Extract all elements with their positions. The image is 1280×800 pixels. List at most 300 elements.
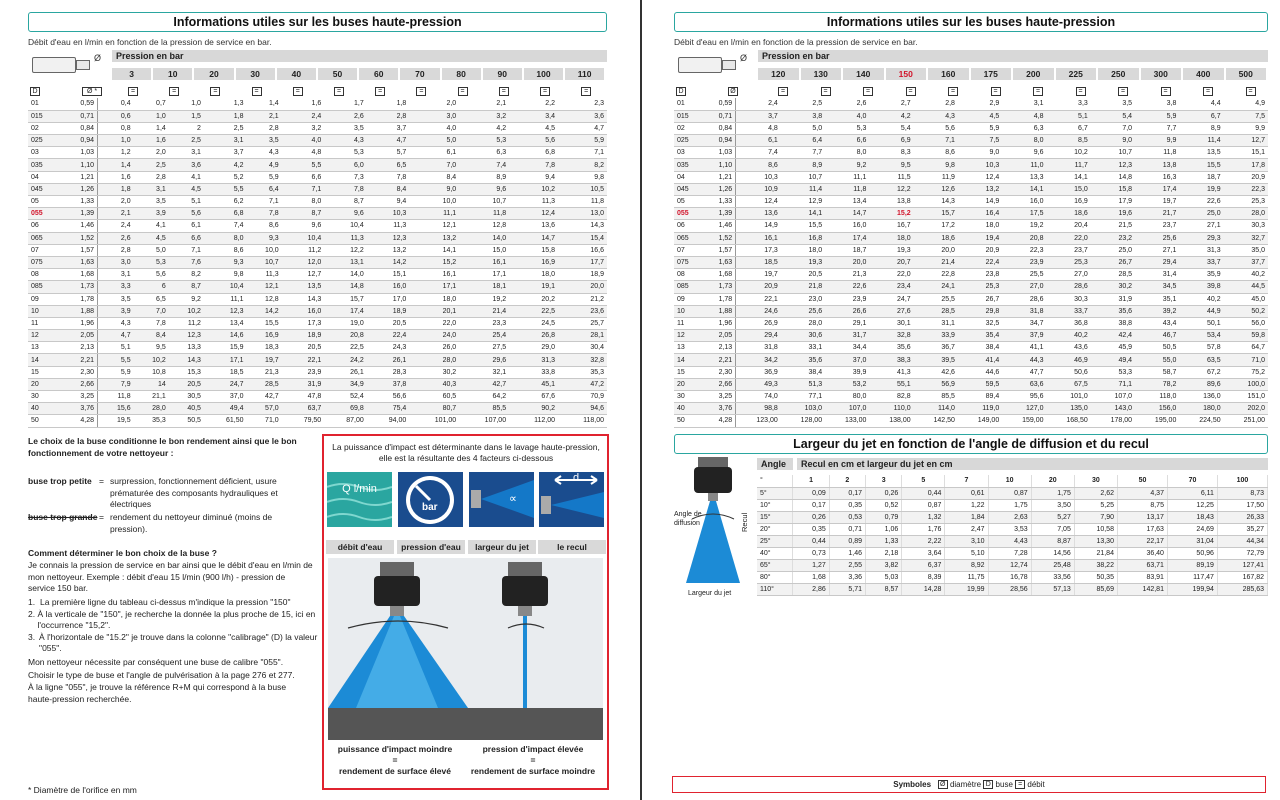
row-caliber: 11: [674, 317, 704, 329]
flow-cell: 18,5: [204, 366, 247, 378]
table-row: [28, 403, 607, 415]
flow-cell: 143,0: [1091, 403, 1135, 415]
flow-cell: 11,0: [1002, 159, 1046, 171]
flow-cell: 40,2: [1224, 269, 1268, 281]
flow-cell: 2,1: [247, 110, 282, 122]
flow-cell: 12,8: [247, 293, 282, 305]
flow-cell: 9,2: [169, 293, 204, 305]
flow-icon: =: [991, 87, 1001, 96]
flow-cell: 20,9: [958, 244, 1002, 256]
flow-cell: 9,6: [459, 183, 509, 195]
flow-cell: 5,9: [558, 135, 607, 147]
flow-cell: 46,7: [1135, 330, 1179, 342]
flow-cell: 18,0: [869, 232, 913, 244]
flow-cell: 26,9: [736, 317, 781, 329]
flow-cell: 27,6: [869, 305, 913, 317]
flow-cell: 11,1: [204, 293, 247, 305]
flow-cell: 35,6: [1091, 305, 1135, 317]
flow-cell: 29,3: [1179, 232, 1223, 244]
flow-cell: 37,0: [825, 354, 869, 366]
flow-cell: 7,8: [134, 317, 169, 329]
flow-cell: 21,1: [134, 391, 169, 403]
how-title: Comment déterminer le bon choix de la buse ?: [28, 548, 217, 558]
flow-cell: 12,9: [781, 196, 825, 208]
flow-cell: 27,0: [1047, 269, 1091, 281]
flow-cell: 127,0: [1002, 403, 1046, 415]
flow-cell: 8,0: [282, 196, 325, 208]
flow-cell: 8,2: [169, 269, 204, 281]
row-diameter: 1,78: [704, 293, 736, 305]
flow-cell: 1,8: [367, 98, 410, 110]
flow-cell: 3,1: [98, 269, 134, 281]
flow-cell: 59,5: [958, 378, 1002, 390]
flow-cell: 6,6: [169, 232, 204, 244]
flow-cell: 3,6: [558, 110, 607, 122]
flow-cell: 4,1: [134, 220, 169, 232]
flow-cell: 36,9: [736, 366, 781, 378]
flow-cell: 11,8: [459, 208, 509, 220]
pressure-col-20: 20: [194, 68, 233, 80]
jet-row: [757, 571, 1268, 583]
flow-cell: 8,6: [204, 244, 247, 256]
flow-cell: 9,9: [1135, 135, 1179, 147]
flow-cell: 14,3: [282, 293, 325, 305]
flow-cell: 98,8: [736, 403, 781, 415]
nozzle-icon: Ø: [674, 50, 754, 80]
flow-cell: 8,0: [1002, 135, 1046, 147]
flow-cell: 133,00: [825, 415, 869, 427]
row-diameter: 0,84: [704, 122, 736, 134]
impact-header: La puissance d'impact est déterminante dans le lavage haute-pression, elle est la résultante des 4 facteurs ci-dessous: [332, 442, 600, 463]
flow-cell: 11,3: [367, 220, 410, 232]
flow-cell: 10,7: [247, 256, 282, 268]
flow-cell: 63,5: [1179, 354, 1223, 366]
flow-cell: 10,3: [367, 208, 410, 220]
width-cell: 3,82: [866, 559, 902, 571]
recul-col: 10: [988, 475, 1031, 487]
flow-cell: 18,0: [958, 220, 1002, 232]
flow-cell: 15,0: [1047, 183, 1091, 195]
row-diameter: 2,21: [704, 354, 736, 366]
flow-cell: 15,7: [914, 208, 958, 220]
flow-cell: 6,3: [459, 147, 509, 159]
flow-cell: 118,00: [558, 415, 607, 427]
flow-cell: 10,2: [134, 354, 169, 366]
choose-text: Choisir le type de buse et l'angle de pulvérisation à la page 276 et 277.: [28, 670, 295, 680]
width-cell: 7,05: [1031, 523, 1074, 535]
flow-cell: 195,00: [1135, 415, 1179, 427]
flow-cell: 12,4: [736, 196, 781, 208]
width-cell: 3,50: [1031, 499, 1074, 511]
row-caliber: 065: [674, 232, 704, 244]
row-caliber: 05: [674, 196, 704, 208]
angle-cell: 65°: [757, 559, 793, 571]
flow-cell: 13,5: [282, 281, 325, 293]
flow-cell: 10,2: [509, 183, 558, 195]
flow-icon: =: [581, 87, 591, 96]
flow-cell: 42,4: [1091, 330, 1135, 342]
flow-cell: 3,0: [98, 256, 134, 268]
jet-row: [757, 499, 1268, 511]
flow-cell: 20,5: [282, 342, 325, 354]
table-row: [28, 269, 607, 281]
angle-cell: 5°: [757, 487, 793, 499]
flow-cell: 18,0: [509, 269, 558, 281]
pressure-col-30: 30: [236, 68, 275, 80]
pressure-col-50: 50: [318, 68, 357, 80]
flow-cell: 25,5: [1002, 269, 1046, 281]
flow-cell: 30,1: [869, 317, 913, 329]
page-subtitle: Débit d'eau en l/min en fonction de la pression de service en bar.: [674, 37, 918, 47]
flow-cell: 50,5: [1135, 342, 1179, 354]
flow-cell: 11,9: [914, 171, 958, 183]
flow-cell: 21,3: [825, 269, 869, 281]
row-caliber: 025: [28, 135, 61, 147]
table-row: [28, 305, 607, 317]
recul-side-label: Recul: [740, 512, 749, 532]
width-cell: 0,71: [829, 523, 865, 535]
row-caliber: 12: [28, 330, 61, 342]
flow-cell: 58,7: [1135, 366, 1179, 378]
flow-cell: 14,0: [459, 232, 509, 244]
flow-cell: 12,1: [247, 281, 282, 293]
width-cell: 0,35: [793, 523, 829, 535]
flow-cell: 23,9: [825, 293, 869, 305]
table-row: [674, 183, 1268, 195]
flow-cell: 30,3: [1224, 220, 1268, 232]
flow-cell: 25,3: [1224, 196, 1268, 208]
flow-cell: 31,8: [736, 342, 781, 354]
flow-cell: 5,4: [869, 122, 913, 134]
row-diameter: 2,13: [61, 342, 97, 354]
impact-panel: [322, 434, 609, 790]
flow-cell: 3,7: [204, 147, 247, 159]
flow-cell: 5,3: [459, 135, 509, 147]
flow-cell: 20,9: [736, 281, 781, 293]
flow-cell: 9,6: [282, 220, 325, 232]
flow-table: [28, 98, 607, 428]
width-cell: 2,18: [866, 547, 902, 559]
flow-cell: 9,3: [247, 232, 282, 244]
flow-cell: 56,9: [914, 378, 958, 390]
table-row: [674, 354, 1268, 366]
flow-cell: 1,2: [98, 147, 134, 159]
flow-cell: 7,8: [324, 183, 367, 195]
flow-cell: 20,0: [914, 244, 958, 256]
flow-cell: 11,8: [558, 196, 607, 208]
flow-cell: 87,00: [324, 415, 367, 427]
flow-cell: 25,7: [558, 317, 607, 329]
flow-cell: 18,9: [282, 330, 325, 342]
width-cell: 0,52: [866, 499, 902, 511]
flow-cell: 32,1: [459, 366, 509, 378]
flow-cell: 1,4: [134, 122, 169, 134]
flow-cell: 6,2: [204, 196, 247, 208]
width-cell: 0,87: [988, 487, 1031, 499]
row-caliber: 065: [28, 232, 61, 244]
flow-cell: 20,5: [367, 317, 410, 329]
width-cell: 5,25: [1074, 499, 1117, 511]
width-cell: 4,43: [988, 535, 1031, 547]
width-cell: 0,35: [829, 499, 865, 511]
flow-cell: 22,0: [869, 269, 913, 281]
row-diameter: 2,30: [704, 366, 736, 378]
flow-cell: 4,8: [1002, 110, 1046, 122]
row-caliber: 09: [28, 293, 61, 305]
flow-cell: 19,2: [1002, 220, 1046, 232]
table-row: [674, 293, 1268, 305]
flow-cell: 30,2: [1091, 281, 1135, 293]
flow-cell: 13,1: [324, 256, 367, 268]
row-caliber: 40: [674, 403, 704, 415]
flow-cell: 2,5: [781, 98, 825, 110]
flow-cell: 14,7: [509, 232, 558, 244]
row-caliber: 13: [28, 342, 61, 354]
row-diameter: 1,78: [61, 293, 97, 305]
flow-cell: 2,5: [204, 122, 247, 134]
flow-cell: 31,1: [914, 317, 958, 329]
flow-cell: 39,5: [914, 354, 958, 366]
row-caliber: 025: [674, 135, 704, 147]
table-row: [28, 98, 607, 110]
too-small-eq: =: [99, 476, 104, 486]
flow-cell: 149,00: [958, 415, 1002, 427]
pressure-col-10: 10: [153, 68, 192, 80]
flow-cell: 12,3: [204, 305, 247, 317]
flow-cell: 7,9: [98, 378, 134, 390]
flow-cell: 21,7: [1135, 208, 1179, 220]
jet-row: [757, 547, 1268, 559]
flow-cell: 13,3: [169, 342, 204, 354]
flow-cell: 15,1: [1224, 147, 1268, 159]
flow-cell: 13,6: [736, 208, 781, 220]
flow-cell: 6,1: [736, 135, 781, 147]
flow-cell: 3,2: [282, 122, 325, 134]
row-caliber: 12: [674, 330, 704, 342]
flow-cell: 20,8: [324, 330, 367, 342]
pressure-col-175: 175: [971, 68, 1012, 80]
flow-cell: 1,8: [204, 110, 247, 122]
flow-cell: 51,3: [781, 378, 825, 390]
flow-cell: 4,3: [324, 135, 367, 147]
row-diameter: 1,03: [704, 147, 736, 159]
flow-cell: 17,1: [204, 354, 247, 366]
flow-cell: 30,3: [1047, 293, 1091, 305]
flow-cell: 12,6: [914, 183, 958, 195]
flow-cell: 10,0: [247, 244, 282, 256]
flow-cell: 10,2: [169, 305, 204, 317]
footnote: * Diamètre de l'orifice en mm: [28, 785, 137, 795]
width-cell: 2,47: [945, 523, 988, 535]
width-cell: 0,44: [902, 487, 945, 499]
row-caliber: 10: [28, 305, 61, 317]
flow-cell: 6,5: [367, 159, 410, 171]
angle-cell: 110°: [757, 583, 793, 595]
flow-cell: 17,8: [1224, 159, 1268, 171]
flow-cell: 6,3: [1002, 122, 1046, 134]
flow-cell: 16,6: [558, 244, 607, 256]
flow-cell: 138,00: [869, 415, 913, 427]
flow-cell: 7,5: [958, 135, 1002, 147]
flow-cell: 31,3: [1179, 244, 1223, 256]
flow-cell: 2,1: [459, 98, 509, 110]
width-cell: 21,84: [1074, 547, 1117, 559]
flow-cell: 4,8: [282, 147, 325, 159]
flow-cell: 2,8: [914, 98, 958, 110]
flow-cell: 17,5: [1002, 208, 1046, 220]
row-caliber: 045: [28, 183, 61, 195]
width-cell: 0,89: [829, 535, 865, 547]
flow-cell: 47,7: [1002, 366, 1046, 378]
flow-cell: 14,8: [324, 281, 367, 293]
table-row: [28, 183, 607, 195]
flow-cell: 13,2: [409, 232, 459, 244]
flow-icon: =: [499, 87, 509, 96]
table-row: [674, 159, 1268, 171]
bottom-left-label: puissance d'impact moindre = rendement de surface élevé: [337, 744, 453, 776]
flow-icon: =: [252, 87, 262, 96]
row-caliber: 08: [28, 269, 61, 281]
flow-cell: 1,4: [247, 98, 282, 110]
flow-cell: 2,0: [98, 196, 134, 208]
width-cell: 7,90: [1074, 511, 1117, 523]
flow-cell: 16,1: [459, 256, 509, 268]
flow-cell: 71,1: [1091, 378, 1135, 390]
flow-cell: 4,2: [869, 110, 913, 122]
flow-cell: 21,3: [247, 366, 282, 378]
width-cell: 5,10: [945, 547, 988, 559]
row-diameter: 1,39: [61, 208, 97, 220]
flow-cell: 5,2: [204, 171, 247, 183]
flow-cell: 71,0: [1224, 354, 1268, 366]
row-diameter: 0,94: [61, 135, 97, 147]
flow-cell: 12,3: [367, 232, 410, 244]
flow-cell: 40,2: [1179, 293, 1223, 305]
flow-cell: 12,7: [1224, 135, 1268, 147]
flow-cell: 159,00: [1002, 415, 1046, 427]
row-caliber: 09: [674, 293, 704, 305]
flow-cell: 28,0: [781, 317, 825, 329]
flow-cell: 34,7: [1002, 317, 1046, 329]
flow-cell: 8,3: [869, 147, 913, 159]
flow-cell: 33,8: [509, 366, 558, 378]
angle-cell: 25°: [757, 535, 793, 547]
too-big-text: rendement du nettoyeur diminué (moins de pression).: [110, 512, 273, 534]
flow-cell: 8,2: [558, 159, 607, 171]
flow-cell: 4,5: [134, 232, 169, 244]
row-caliber: 10: [674, 305, 704, 317]
flow-cell: 16,0: [367, 281, 410, 293]
table-row: [28, 147, 607, 159]
flow-cell: 20,1: [409, 305, 459, 317]
flow-cell: 38,4: [958, 342, 1002, 354]
flow-cell: 107,0: [825, 403, 869, 415]
flow-cell: 19,7: [1135, 196, 1179, 208]
flow-cell: 57,0: [247, 403, 282, 415]
flow-cell: 22,6: [1179, 196, 1223, 208]
width-cell: 0,44: [793, 535, 829, 547]
row-diameter: 0,59: [61, 98, 97, 110]
flow-cell: 64,7: [1224, 342, 1268, 354]
width-cell: 5,03: [866, 571, 902, 583]
flow-cell: 44,5: [1224, 281, 1268, 293]
row-diameter: 1,68: [704, 269, 736, 281]
row-caliber: 13: [674, 342, 704, 354]
flow-cell: 1,5: [169, 110, 204, 122]
flow-cell: 0,6: [98, 110, 134, 122]
flow-cell: 40,2: [1047, 330, 1091, 342]
flow-cell: 7,1: [169, 244, 204, 256]
table-row: [674, 171, 1268, 183]
row-caliber: 035: [28, 159, 61, 171]
flow-cell: 33,9: [914, 330, 958, 342]
flow-cell: 27,1: [1135, 244, 1179, 256]
row-diameter: 1,52: [61, 232, 97, 244]
flow-cell: 37,8: [367, 378, 410, 390]
flow-cell: 15,5: [247, 317, 282, 329]
width-cell: 28,56: [988, 583, 1031, 595]
width-cell: 50,35: [1074, 571, 1117, 583]
flow-icon: =: [1161, 87, 1171, 96]
flow-cell: 34,9: [324, 378, 367, 390]
width-cell: 5,71: [829, 583, 865, 595]
row-caliber: 30: [674, 391, 704, 403]
width-cell: 6,11: [1167, 487, 1217, 499]
flow-icon: =: [458, 87, 468, 96]
table-row: [674, 244, 1268, 256]
flow-cell: 95,6: [1002, 391, 1046, 403]
buse-symbol-icon: D: [983, 780, 993, 789]
flow-cell: 7,6: [169, 256, 204, 268]
flow-cell: 67,2: [1179, 366, 1223, 378]
width-cell: 24,69: [1167, 523, 1217, 535]
flow-cell: 107,00: [459, 415, 509, 427]
flow-cell: 7,8: [247, 208, 282, 220]
flow-cell: 12,0: [282, 256, 325, 268]
flow-cell: 9,4: [509, 171, 558, 183]
flow-cell: 22,1: [736, 293, 781, 305]
flow-cell: 11,3: [509, 196, 558, 208]
flow-cell: 56,0: [1224, 317, 1268, 329]
angle-cell: 20°: [757, 523, 793, 535]
angle-cell: 15°: [757, 511, 793, 523]
flow-cell: 52,4: [324, 391, 367, 403]
flow-cell: 50,5: [169, 415, 204, 427]
pressure-header: Pression en bar: [112, 50, 607, 62]
flow-cell: 14,1: [1002, 183, 1046, 195]
flow-cell: 3,5: [98, 293, 134, 305]
flow-cell: 18,0: [409, 293, 459, 305]
flow-cell: 19,3: [869, 244, 913, 256]
flow-cell: 5,1: [98, 342, 134, 354]
flow-cell: 5,3: [134, 256, 169, 268]
flow-cell: 39,8: [1179, 281, 1223, 293]
flow-cell: 6: [134, 281, 169, 293]
flow-cell: 22,4: [367, 330, 410, 342]
flow-cell: 56,6: [367, 391, 410, 403]
gauge-icon: [398, 472, 463, 527]
flow-cell: 11,3: [247, 269, 282, 281]
flow-cell: 5,5: [204, 183, 247, 195]
flow-cell: 25,6: [781, 305, 825, 317]
row-caliber: 07: [28, 244, 61, 256]
steps-list: 1. La première ligne du tableau ci-dessus m'indique la pression "150" 2. À la verticale de "150", je recherche la donnée la plus proche de 15, ici en l'occurrence "15,2". 3. À l'horizontale de "15.2" je trouve dans la colonne "calibrage" (D) la valeur "055".: [28, 597, 318, 653]
flow-cell: 80,7: [409, 403, 459, 415]
flow-cell: 55,1: [869, 378, 913, 390]
flow-cell: 21,8: [781, 281, 825, 293]
flow-cell: 10,3: [958, 159, 1002, 171]
flow-cell: 11,1: [409, 208, 459, 220]
